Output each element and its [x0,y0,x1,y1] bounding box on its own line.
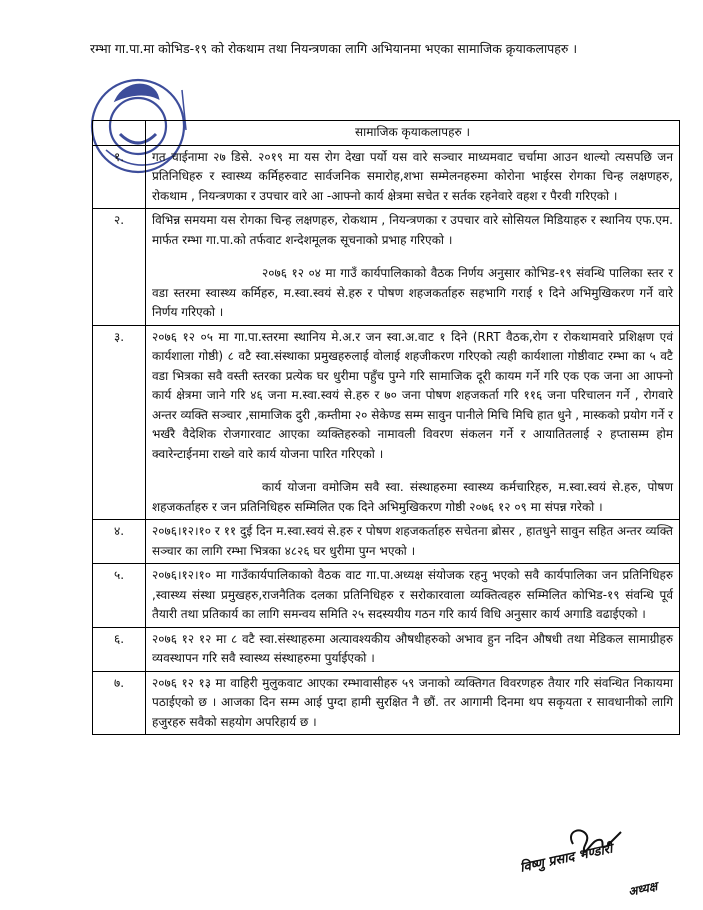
row-paragraph: २०७६।१२।१० मा गाउँकार्यपालिकाको वैठक वाट गा.पा.अध्यक्ष संयोजक रहनु भएको सवै कार्यपालिका जन प्रतिनिधिहरु ,स्वास्थ्य संस्था प्रमुखहरु,राजनैतिक दलका प्रतिनिधिहरु र सरोकारवाला व्यक्तित्वहरु सम्मिलित कोभिड-१९ संवन्धि पूर्व तैयारी तथा प्रतिकार्य का लागि समन्वय समिति २५ सदस्ययीय गठन गरि कार्य विधि अनुसार कार्य अगाडि वढाईएको । [152,568,673,621]
row-paragraph: २०७६ १२ ०५ मा गा.पा.स्तरमा स्थानिय मे.अ.र जन स्वा.अ.वाट १ दिने (RRT वैठक,रोग र रोकथामवारे प्रशिक्षण एवं कार्यशाला गोष्ठी) ८ वटै स्वा.संस्थाका प्रमुखहरुलाई वोलाई शहजीकरण गरिएको त्यही कार्यशाला गोष्ठीवाट रम्भा का ५ वटै वडा भित्रका सवै वस्ती स्तरका प्रत्येक घर धुरीमा पहुँच पुग्ने गरि सामाजिक दूरी कायम गर्ने गरि एक एक जना आ आफ्नो कार्य क्षेत्रमा जाने गरि ४६ जना म.स्वा.स्वयं से.हरु र ७० जना पोषण शहजकर्ता गरि ११६ जना परिचालन गर्ने , रोगवारे अन्तर व्यक्ति सञ्चार ,सामाजिक दुरी ,कम्तीमा २० सेकेण्ड सम्म सावुन पानीले मिचि मिचि हात धुने , मास्कको प्रयोग गर्ने र भर्खरै वैदेशिक रोजगारवाट आएका व्यक्तिहरुको नामावली विवरण संकलन गर्ने र आयातितलाई २ हप्तासम्म होम क्वारेन्टाईनमा राख्ने वारे कार्य योजना पारित गरिएको । [152,329,673,461]
header-num-cell [93,121,146,146]
row-content [146,145,680,209]
row-paragraph: २०७६।१२।१० र ११ दुई दिन म.स्वा.स्वयं से.हरु र पोषण शहजकर्ताहरु सचेतना ब्रोसर , हातधुने सावुन सहित अन्तर व्यक्ति सञ्चार का लागि रम्भा भित्रका ४८२६ घर धुरीमा पुग्न भएको । [152,524,673,558]
document-heading: रम्भा गा.पा.मा कोभिड-१९ को रोकथाम तथा नियन्त्रणका लागि अभियानमा भएका सामाजिक क्रृयाकलापहरु । [90,41,578,56]
row-paragraph: कार्य योजना वमोजिम सवै स्वा. संस्थाहरुमा स्वास्थ्य कर्मचारिहरु, म.स्वा.स्वयं से.हरु, पोषण शहजकर्ताहरु र जन प्रतिनिधिहरु सम्मिलित एक दिने अभिमुखिकरण गोष्ठी २०७६ १२ ०९ मा संपन्न गरेको । [152,480,673,514]
row-paragraph: २०७६ १२ १३ मा वाहिरी मुलुकवाट आएका रम्भावासीहरु ५९ जनाको व्यक्तिगत विवरणहरु तैयार गरि संवन्धित निकायमा पठाईएको छ । आजका दिन सम्म आई पुग्दा हामी सुरक्षित नै छौं. तर आगामी दिनमा थप सकृयता र सावधानीको लागि हजुरहरु सवैको सहयोग अपरिहार्य छ । [152,675,673,729]
row-content [146,520,680,564]
row-number: २. [93,209,146,326]
row-number: ४. [93,520,146,564]
signature-title: अध्यक्ष [626,879,659,899]
table-row [93,564,680,628]
table-row [93,627,680,671]
row-number: ७. [93,671,146,735]
table-row [93,671,680,735]
row-paragraph: २०७६ १२ १२ मा ८ वटै स्वा.संस्थाहरुमा अत्यावश्यकीय औषधीहरुको अभाव हुन नदिन औषधी तथा मेडिकल सामाग्रीहरु व्यवस्थापन गरि सवै स्वास्थ्य संस्थाहरुमा पुर्याईएको । [152,631,673,665]
table-row [93,520,680,564]
row-paragraph: विभिन्न समयमा यस रोगका चिन्ह लक्षणहरु, रोकथाम , नियन्त्रणका र उपचार वारे सोसियल मिडियाहरु र स्थानिय एफ.एम. मार्फत रम्भा गा.पा.को तर्फवाट शन्देशमूलक सूचनाको प्रभाह गरिएको । [152,213,673,247]
row-content [146,209,680,326]
row-number: ३. [93,325,146,520]
row-content [146,564,680,628]
table-header: सामाजिक कृयाकलापहरु । [146,121,680,146]
row-content [146,627,680,671]
row-number: ५. [93,564,146,628]
signature-name: विष्णु प्रसाद भण्डारी [518,841,614,876]
row-paragraph: २०७६ १२ ०४ मा गाउँ कार्यपालिकाको वैठक निर्णय अनुसार कोभिड-१९ संवन्धि पालिका स्तर र वडा स्तरमा स्वास्थ्य कर्मिहरु, म.स्वा.स्वयं से.हरु र पोषण शहजकर्ताहरु सहभागि गराई १ दिने अभिमुखिकरण गर्ने वारे निर्णय गरिएको । [152,266,673,319]
table-row [93,325,680,520]
table-row [93,209,680,326]
table-header-row [93,121,680,146]
row-content [146,671,680,735]
row-content [146,325,680,520]
row-number: ६. [93,627,146,671]
row-number: १. [93,145,146,209]
row-paragraph: गत चाईनामा २७ डिसे. २०१९ मा यस रोग देखा पर्यो यस वारे सञ्चार माध्यमवाट चर्चामा आउन थाल्यो त्यसपछि जन प्रतिनिधिहरु र स्वास्थ्य कर्मिहरुवाट सार्वजनिक समारोह,शभा सम्मेलनहरुमा कोरोना भाईरस रोगका चिन्ह लक्षणहरु, रोकथाम , नियन्त्रणका र उपचार वारे आ -आफ्नो कार्य क्षेत्रमा सचेत र सर्तक रहनेवारे वहश र पैरवी गरिएको । [152,149,673,203]
activities-table [92,120,680,735]
table-row [93,145,680,209]
